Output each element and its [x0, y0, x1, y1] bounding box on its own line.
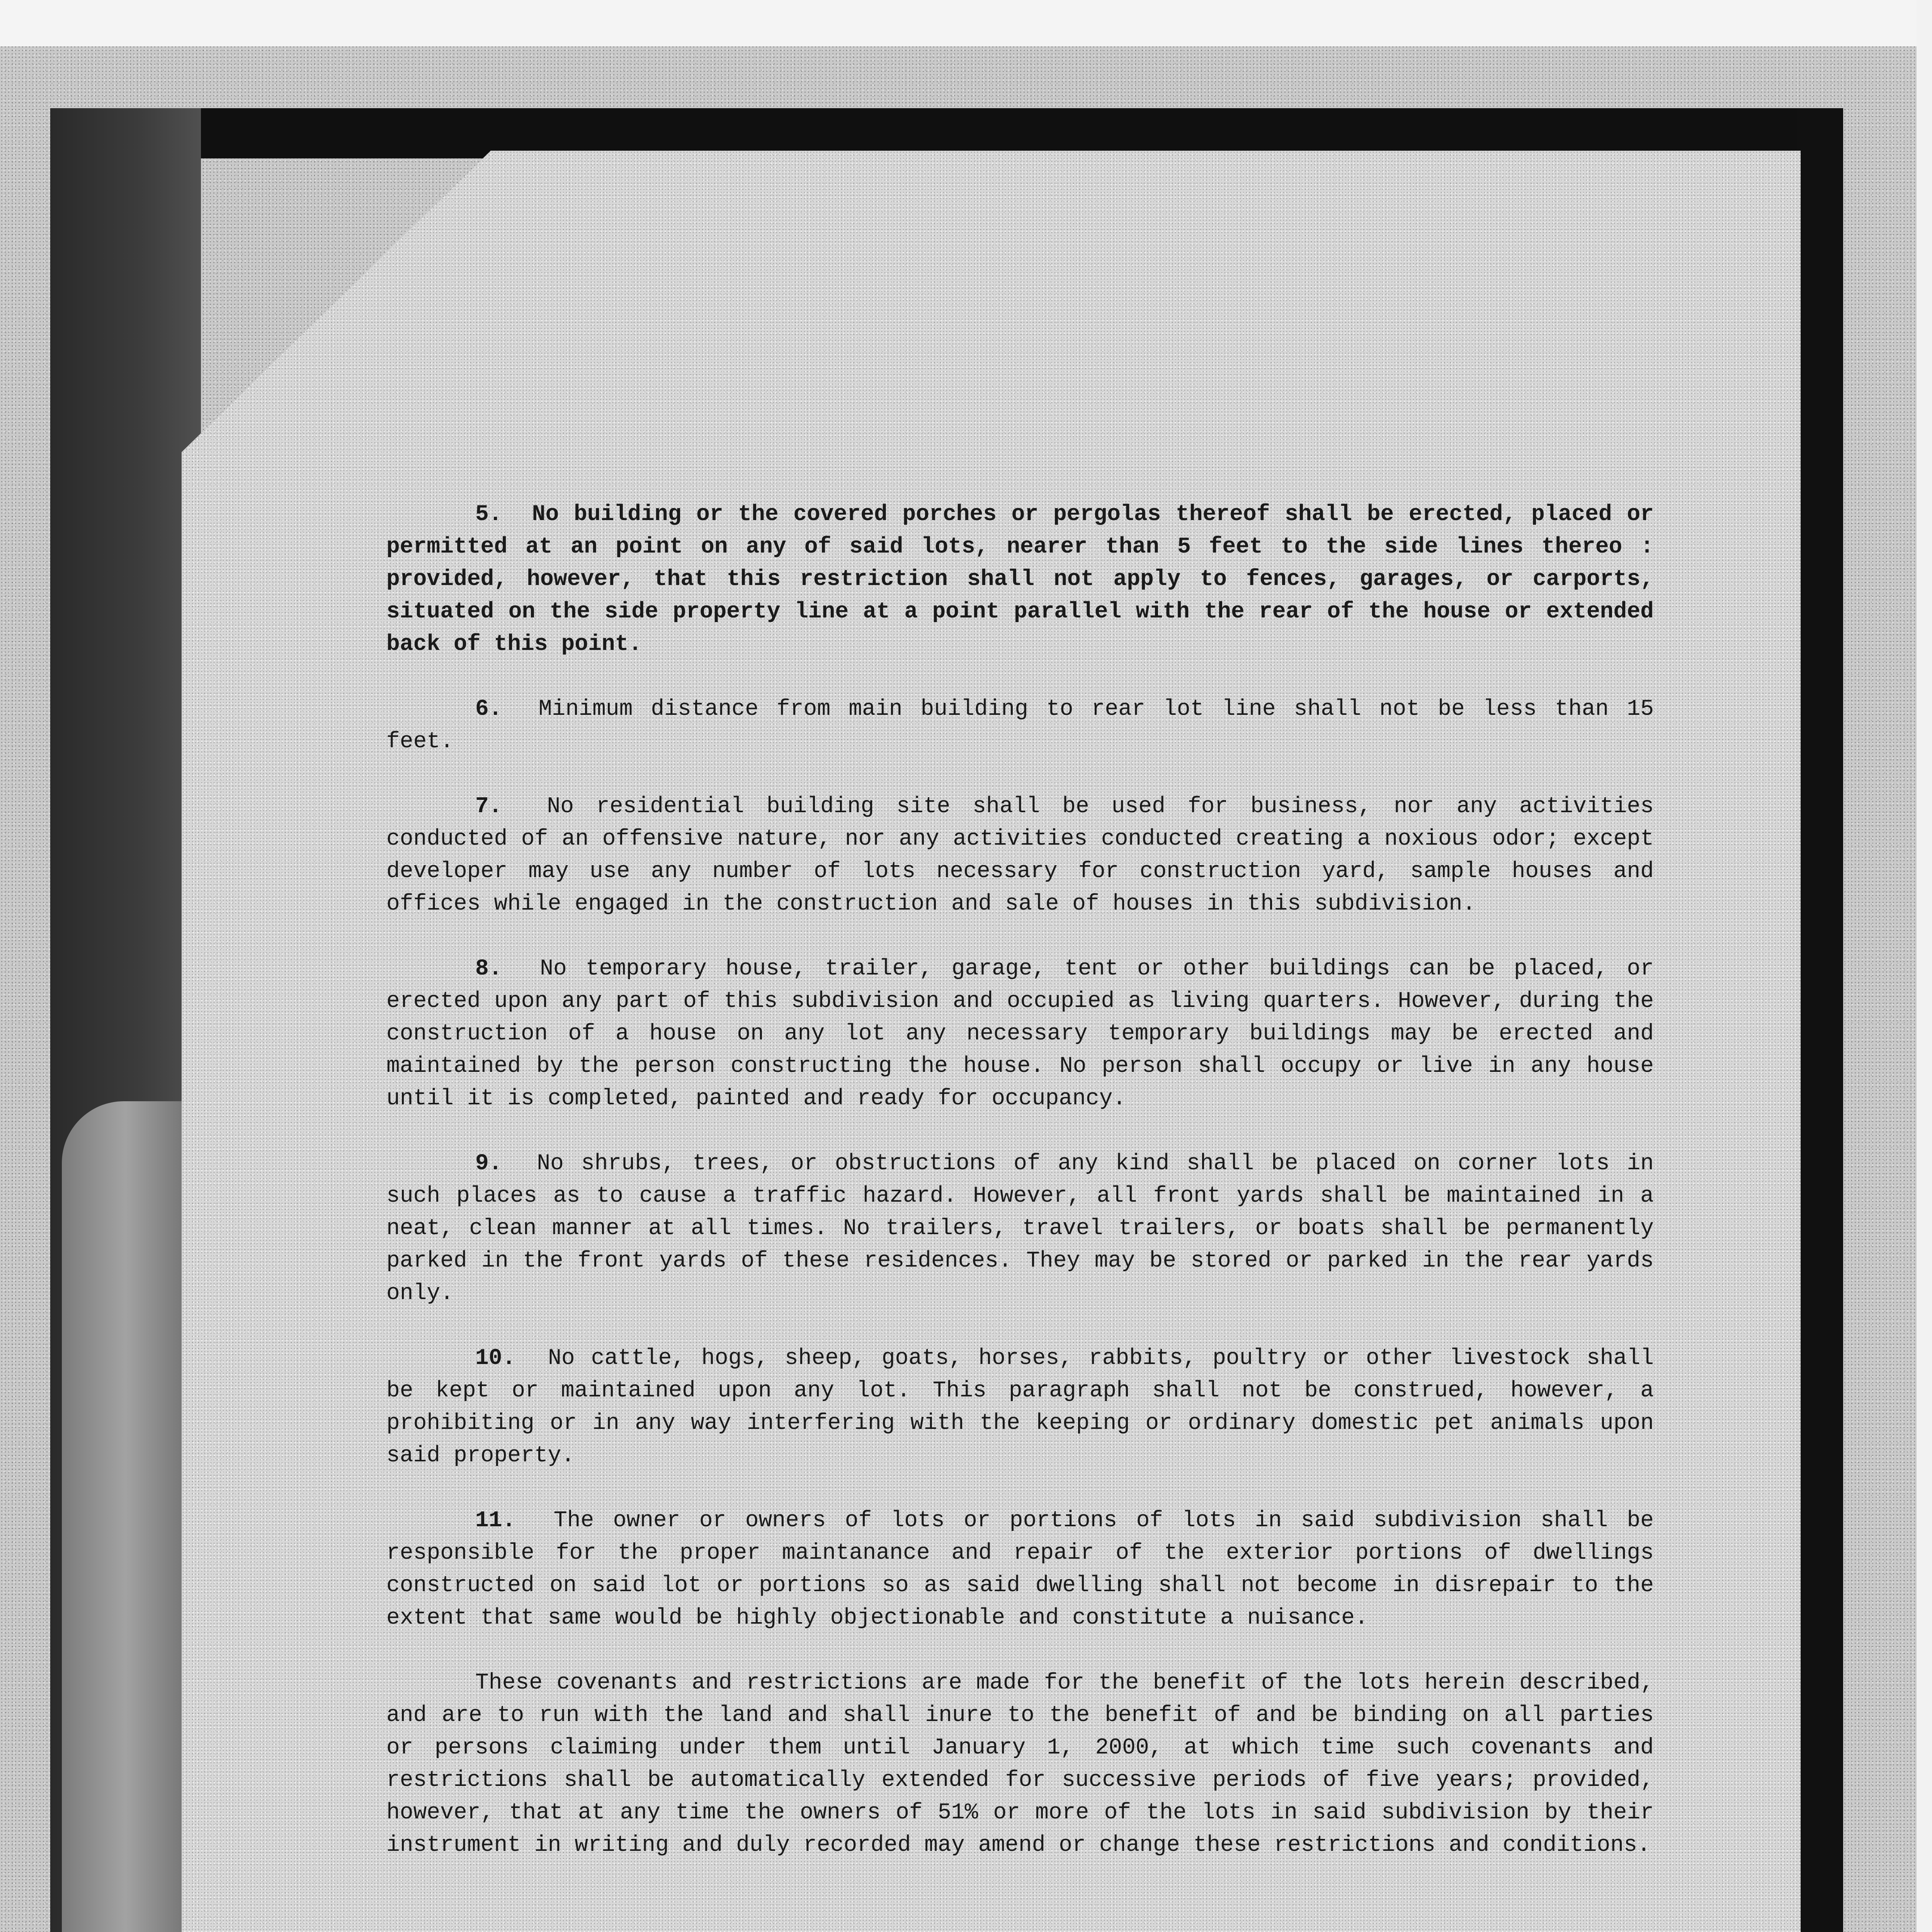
clause-text: No temporary house, trailer, garage, tent or other buildings can be placed, or erected upon any part of this subdivision and occupied as living quarters. However, during the construction of a house on any lot any necessary temporary buildings may be erected and maintained by the person constructing the house. No person shall occupy or live in any house until it is completed, painted and ready for occupancy.	[386, 956, 1654, 1111]
clause-6	[386, 693, 1654, 758]
clause-number: 11.	[475, 1508, 516, 1533]
clause-number: 7.	[475, 794, 502, 819]
clause-text: No building or the covered porches or pergolas thereof shall be erected, placed or permitted at an point on any of said lots, nearer than 5 feet to the side lines thereo : provided, however, that this restriction shall not apply to fences, garages, or carports, situated on the side property line at a point parallel with the rear of the house or extended back of this point.	[386, 502, 1654, 657]
clause-text: Minimum distance from main building to rear lot line shall not be less than 15 feet.	[386, 697, 1654, 754]
scanner-frame-right	[1797, 108, 1843, 1932]
clause-text: No shrubs, trees, or obstructions of any kind shall be placed on corner lots in such places as to cause a traffic hazard. However, all front yards shall be maintained in a neat, clean manner at all times. No trailers, travel trailers, or boats shall be permanently parked in the front yards of these residences. They may be stored or parked in the rear yards only.	[386, 1151, 1654, 1306]
clause-7	[386, 791, 1654, 920]
clause-number: 6.	[475, 697, 502, 722]
scan-right-margin	[1917, 0, 1932, 1932]
closing-text: These covenants and restrictions are made for the benefit of the lots herein described, and are to run with the land and shall inure to the benefit of and be binding on all parties or persons claiming under them until January 1, 2000, at which time such covenants and restrictions shall be automatically extended for successive periods of five years; provided, however, that at any time the owners of 51% or more of the lots in said subdivision by their instrument in writing and duly recorded may amend or change these restrictions and conditions.	[386, 1670, 1654, 1858]
clause-number: 10.	[475, 1346, 516, 1371]
clause-11	[386, 1505, 1654, 1634]
clause-number: 5.	[475, 502, 502, 527]
clause-10	[386, 1342, 1654, 1472]
scan-top-margin	[0, 0, 1932, 46]
closing-paragraph	[386, 1667, 1654, 1862]
covenant-text	[386, 498, 1654, 1894]
clause-9	[386, 1148, 1654, 1310]
clause-number: 8.	[475, 956, 502, 981]
clause-text: No residential building site shall be used for business, nor any activities conducted of an offensive nature, nor any activities conducted creating a noxious odor; except developer may use any number of lots necessary for construction yard, sample houses and offices while engaged in the construction and sale of houses in this subdivision.	[386, 794, 1654, 917]
clause-number: 9.	[475, 1151, 502, 1176]
scanner-frame-left-highlight	[62, 1101, 189, 1932]
clause-8	[386, 953, 1654, 1115]
clause-text: The owner or owners of lots or portions of lots in said subdivision shall be responsible for the proper maintanance and repair of the exterior portions of dwellings constructed on said lot or portions so as said dwelling shall not become in disrepair to the extent that same would be highly objectionable and constitute a nuisance.	[386, 1508, 1654, 1631]
clause-5	[386, 498, 1654, 661]
clause-text: No cattle, hogs, sheep, goats, horses, rabbits, poultry or other livestock shall be kept or maintained upon any lot. This paragraph shall not be construed, however, a prohibiting or in any way interfering with the keeping or ordinary domestic pet animals upon said property.	[386, 1346, 1654, 1468]
